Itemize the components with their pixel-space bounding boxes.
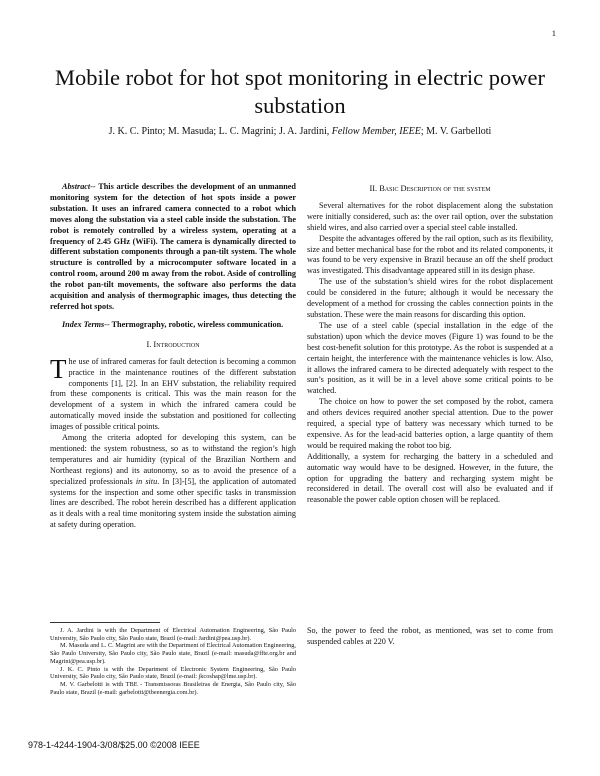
index-terms-lead: Index Terms-- — [62, 319, 110, 329]
intro-paragraph-2: Among the criteria adopted for developing this system, can be mentioned: the system robustness, so as to withstand the region’s high temperatures and air humidity (typical of the Brazilian Northern and Northeast regions) and its autonomy, so as to avoid the presence of a specialized professionals in situ. In [3]-[5], the application of automated systems for the inspection and some other specific tasks in transmission lines are described. The robot herein described has a different application as it deals with a real time monitoring system inside the substation aiming at safety during operation. — [50, 433, 297, 530]
intro-paragraph-1: The use of infrared cameras for fault detection is becoming a common practice in the maintenance routines of the different substation components [1], [2]. In an EHV substation, the reliability required from these components is critical. This was the main reason for the development of a system in which the infrared camera could be automatically moved inside the substation and positioned for collecting images of possible critical points. — [50, 353, 296, 432]
footnote-rule — [50, 622, 160, 623]
abstract-text: This article describes the development of an unmanned monitoring system for the detection of hot spots inside a power substation. It uses an infrared camera connected to a robot which moves along the substation via a steel cable inside the substation. The robot is remotely controlled by a wireless system, operating at a frequency of 2.45 GHz (WiFi). The camera is dynamically directed to different substation components through a pan-tilt system. The whole structure is controlled by a microcomputer software located in a control room, around 200 m away from the robot. Aside of controlling the robot pan-tilt movements, the software also performs the data acquisition and analysis of thermographic images, thus detecting the referred hot spots. — [50, 182, 296, 311]
drop-cap: T — [50, 353, 67, 384]
section2-paragraph: The choice on how to power the set composed by the robot, camera and others devices required another special attention. Due to the power required, a special type of battery was necessary which turned to be expensive. As for the lead-acid batteries option, a large quantity of them would be required making the robot too big. — [307, 397, 553, 450]
page-number: 1 — [551, 28, 556, 38]
right-column — [307, 182, 553, 506]
section2-paragraph: Despite the advantages offered by the rail option, such as its flexibility, size and better mechanical base for the robot and its related components, it was found to be very expensive in Brazil because an off the shelf product was investigated. This disadvantage appeared still in its design phase. — [307, 233, 553, 276]
index-terms-text: Thermography, robotic, wireless communication. — [109, 319, 284, 329]
footnote: M. Masuda and L. C. Magrini are with the Department of Electrical Automation Engineering, São Paulo University, São Paulo city, São Paulo state, Brazil (e-mail: masuda@ffte.org.br and Magrini@pea.usp.br). — [50, 642, 296, 665]
author-list — [30, 126, 570, 137]
paper-title: Mobile robot for hot spot monitoring in electric power substation — [55, 65, 545, 118]
authors-fellow: Fellow Member, IEEE — [331, 126, 421, 137]
index-terms — [50, 320, 296, 331]
abstract-lead: Abstract-- — [62, 182, 96, 191]
section2-paragraph: The use of the substation’s shield wires for the robot displacement could be considered in the future; although it would be necessary the development of a method for crossing the cables connection points in the substation. These were the main reasons for discarding this option. — [307, 277, 553, 319]
left-column — [50, 182, 296, 531]
section2-paragraph: Several alternatives for the robot displacement along the substation were initially considered, such as: the over rail option, over the substation shield wires, and also carried over a special steel cable installed. — [307, 200, 553, 232]
section-heading-basic-description: II. Basic Description of the system — [369, 184, 491, 193]
section2-additionally-paragraph: Additionally, a system for recharging the battery in a scheduled and automatic way would have to be designed. However, in the future, the option for upgrading the battery and recharging system might be reconsidered in detail. The overall cost will also be evaluated and if reasonable the power cable option chosen will be replaced. — [307, 451, 553, 505]
footnote: M. V. Garbelotti is with TBE - Transmissoras Brasileiras de Energia, São Paulo city, São Paulo state, Brazil (e-mail: garbelotti@tbeenergia.com.br). — [50, 680, 296, 696]
authors-tail: ; M. V. Garbelloti — [420, 126, 492, 137]
section2-paragraph: The use of a steel cable (special installation in the edge of the substation) upon which the device moves (Figure 1) was found to be the best cost-benefit solution for this prototype. As the robot is suspended at a certain height, the interference with the maintenance vehicles is low. Also, it allows the infrared camera to be directed adequately with respect to the sun’s position, as it will be in a level above some critical points to be watched. — [307, 320, 553, 396]
authors-main: J. K. C. Pinto; M. Masuda; L. C. Magrini; J. A. Jardini, — [108, 126, 332, 137]
section-heading-introduction: I. Introduction — [146, 339, 200, 349]
footnote: J. A. Jardini is with the Department of Electrical Automation Engineering, São Paulo University, São Paulo city, São Paulo state, Brazil (e-mail: Jardini@pea.usp.br). — [50, 627, 296, 642]
copyright-line: 978-1-4244-1904-3/08/$25.00 ©2008 IEEE — [28, 740, 200, 750]
abstract — [50, 182, 296, 313]
section2-closing-paragraph: So, the power to feed the robot, as mentioned, was set to come from suspended cables at 220 V. — [307, 626, 553, 646]
footnotes — [50, 622, 296, 696]
footnote: J. K. C. Pinto is with the Department of Electronic System Engineering, São Paulo University, São Paulo city, São Paulo state, Brazil (e-mail: jkcoshap@lme.usp.br). — [50, 665, 296, 681]
